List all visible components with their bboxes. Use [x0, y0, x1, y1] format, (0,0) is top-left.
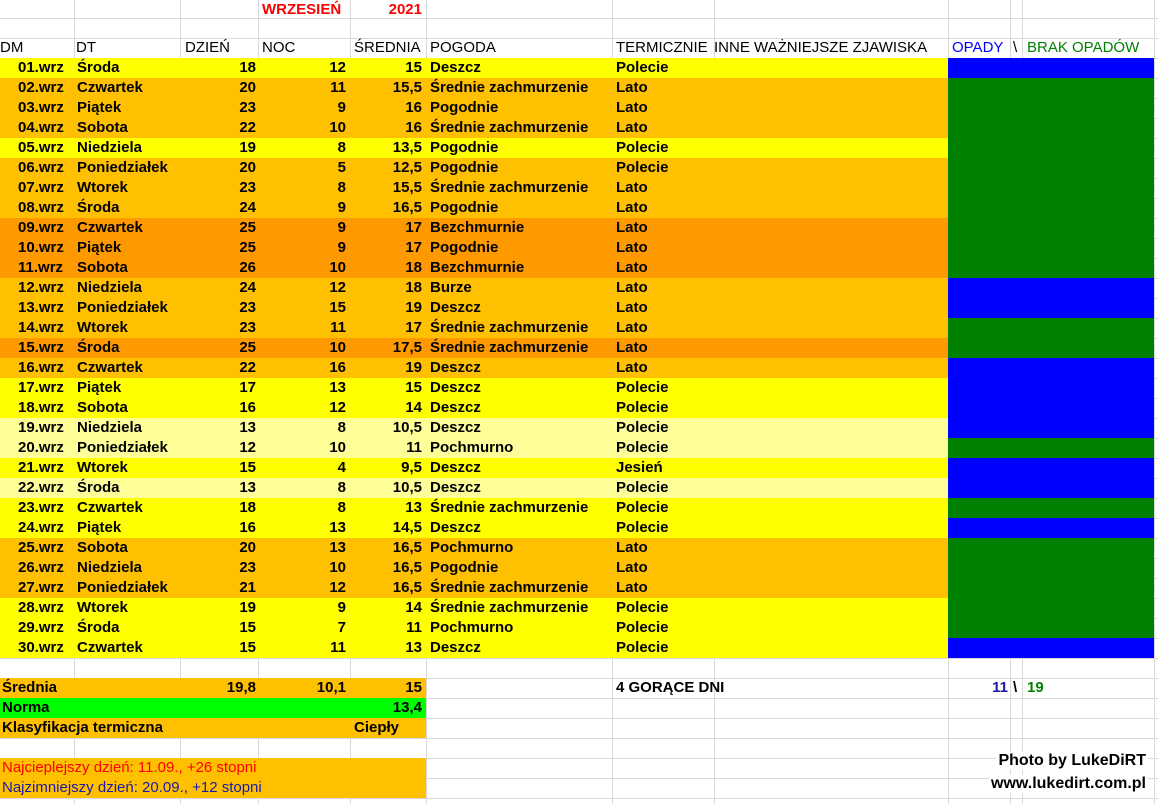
- klasyfikacja-label[interactable]: Klasyfikacja termiczna: [2, 719, 163, 736]
- cell-srednia[interactable]: 16: [405, 119, 422, 136]
- precip-cell[interactable]: [948, 178, 1154, 198]
- cell-termiczne[interactable]: Lato: [616, 119, 648, 136]
- precip-cell[interactable]: [948, 138, 1154, 158]
- cell-dm[interactable]: 14.wrz: [18, 319, 64, 336]
- cell-termiczne[interactable]: Lato: [616, 579, 648, 596]
- precip-cell[interactable]: [948, 618, 1154, 638]
- precip-cell[interactable]: [948, 458, 1154, 478]
- cell-dt[interactable]: Wtorek: [77, 179, 128, 196]
- cell-srednia[interactable]: 16: [405, 99, 422, 116]
- cell-termiczne[interactable]: Polecie: [616, 599, 669, 616]
- cell-srednia[interactable]: 13: [405, 639, 422, 656]
- cell-srednia[interactable]: 16,5: [392, 199, 422, 216]
- cell-dm[interactable]: 11.wrz: [18, 259, 64, 276]
- precip-cell[interactable]: [948, 218, 1154, 238]
- precip-cell[interactable]: [948, 278, 1154, 298]
- cell-dzien[interactable]: 25: [239, 239, 256, 256]
- cell-pogoda[interactable]: Pochmurno: [430, 619, 514, 636]
- cell-pogoda[interactable]: Pogodnie: [430, 139, 499, 156]
- cell-termiczne[interactable]: Polecie: [616, 379, 669, 396]
- cell-srednia[interactable]: 15,5: [392, 179, 422, 196]
- header-brak-opadow[interactable]: BRAK OPADÓW: [1027, 39, 1140, 56]
- cell-termiczne[interactable]: Lato: [616, 339, 648, 356]
- cell-pogoda[interactable]: Średnie zachmurzenie: [430, 499, 589, 516]
- cell-termiczne[interactable]: Lato: [616, 179, 648, 196]
- cell-termiczne[interactable]: Lato: [616, 319, 648, 336]
- cell-dzien[interactable]: 19: [239, 139, 256, 156]
- precip-cell[interactable]: [948, 318, 1154, 338]
- cell-dt[interactable]: Piątek: [77, 99, 122, 116]
- cell-dzien[interactable]: 25: [239, 339, 256, 356]
- cell-dm[interactable]: 13.wrz: [18, 299, 64, 316]
- cell-noc[interactable]: 13: [329, 379, 346, 396]
- cell-noc[interactable]: 13: [329, 539, 346, 556]
- precip-cell[interactable]: [948, 298, 1154, 318]
- cell-dt[interactable]: Czwartek: [77, 359, 143, 376]
- cell-dt[interactable]: Piątek: [77, 519, 122, 536]
- cell-dt[interactable]: Sobota: [77, 259, 128, 276]
- cell-dm[interactable]: 26.wrz: [18, 559, 64, 576]
- cell-pogoda[interactable]: Pogodnie: [430, 199, 499, 216]
- cell-dm[interactable]: 29.wrz: [18, 619, 64, 636]
- cell-termiczne[interactable]: Jesień: [616, 459, 663, 476]
- cell-termiczne[interactable]: Lato: [616, 219, 648, 236]
- cell-dm[interactable]: 28.wrz: [18, 599, 64, 616]
- precip-cell[interactable]: [948, 438, 1154, 458]
- cell-srednia[interactable]: 19: [405, 299, 422, 316]
- cell-noc[interactable]: 9: [337, 219, 346, 236]
- month-title[interactable]: WRZESIEŃ: [262, 1, 342, 18]
- header-opady[interactable]: OPADY: [952, 39, 1004, 56]
- header-termiczne[interactable]: TERMICZNIE: [616, 39, 708, 56]
- cell-dzien[interactable]: 13: [239, 479, 256, 496]
- cell-noc[interactable]: 11: [330, 639, 346, 656]
- cell-termiczne[interactable]: Lato: [616, 299, 648, 316]
- cell-dt[interactable]: Poniedziałek: [77, 159, 168, 176]
- cell-dm[interactable]: 07.wrz: [18, 179, 64, 196]
- cell-noc[interactable]: 10: [329, 259, 346, 276]
- norma-value[interactable]: 13,4: [392, 699, 422, 716]
- precip-cell[interactable]: [948, 338, 1154, 358]
- cell-noc[interactable]: 9: [337, 199, 346, 216]
- cell-srednia[interactable]: 17: [405, 239, 422, 256]
- precip-cell[interactable]: [948, 158, 1154, 178]
- cell-noc[interactable]: 7: [337, 619, 346, 636]
- cell-dzien[interactable]: 24: [239, 279, 256, 296]
- cell-pogoda[interactable]: Deszcz: [430, 639, 481, 656]
- precip-cell[interactable]: [948, 358, 1154, 378]
- cell-termiczne[interactable]: Polecie: [616, 159, 669, 176]
- cell-dzien[interactable]: 25: [239, 219, 256, 236]
- cell-dt[interactable]: Czwartek: [77, 79, 143, 96]
- cell-dm[interactable]: 17.wrz: [18, 379, 64, 396]
- cell-srednia[interactable]: 10,5: [392, 419, 422, 436]
- cell-noc[interactable]: 11: [330, 319, 346, 336]
- cell-dzien[interactable]: 23: [239, 319, 256, 336]
- cell-dzien[interactable]: 20: [239, 539, 256, 556]
- cell-srednia[interactable]: 9,5: [401, 459, 422, 476]
- cell-dzien[interactable]: 21: [239, 579, 256, 596]
- cell-pogoda[interactable]: Deszcz: [430, 459, 481, 476]
- cell-termiczne[interactable]: Polecie: [616, 399, 669, 416]
- cell-pogoda[interactable]: Bezchmurnie: [430, 219, 525, 236]
- cell-pogoda[interactable]: Pogodnie: [430, 99, 499, 116]
- cell-termiczne[interactable]: Polecie: [616, 519, 669, 536]
- cell-termiczne[interactable]: Lato: [616, 359, 648, 376]
- cell-pogoda[interactable]: Pogodnie: [430, 159, 499, 176]
- precip-cell[interactable]: [948, 398, 1154, 418]
- header-separator: \: [1013, 39, 1018, 56]
- cell-dt[interactable]: Niedziela: [77, 419, 143, 436]
- cell-noc[interactable]: 8: [337, 419, 346, 436]
- cell-srednia[interactable]: 10,5: [392, 479, 422, 496]
- cell-srednia[interactable]: 14: [405, 399, 422, 416]
- cell-termiczne[interactable]: Lato: [616, 279, 648, 296]
- cell-termiczne[interactable]: Polecie: [616, 619, 669, 636]
- cell-dt[interactable]: Wtorek: [77, 319, 128, 336]
- cell-termiczne[interactable]: Polecie: [616, 479, 669, 496]
- cell-dm[interactable]: 04.wrz: [18, 119, 64, 136]
- cell-srednia[interactable]: 16,5: [392, 539, 422, 556]
- cell-dm[interactable]: 15.wrz: [18, 339, 64, 356]
- norma-label[interactable]: Norma: [2, 699, 50, 716]
- website-credit: www.lukedirt.com.pl: [991, 775, 1146, 792]
- precip-cell[interactable]: [948, 58, 1154, 78]
- header-dt[interactable]: DT: [76, 39, 96, 56]
- cell-dzien[interactable]: 19: [239, 599, 256, 616]
- precip-cell[interactable]: [948, 538, 1154, 558]
- cell-dzien[interactable]: 15: [239, 459, 256, 476]
- cell-dm[interactable]: 30.wrz: [18, 639, 64, 656]
- cell-dm[interactable]: 01.wrz: [18, 59, 64, 76]
- cell-dt[interactable]: Poniedziałek: [77, 439, 168, 456]
- precip-cell[interactable]: [948, 258, 1154, 278]
- cell-dt[interactable]: Środa: [77, 339, 120, 356]
- cell-noc[interactable]: 8: [337, 139, 346, 156]
- cell-termiczne[interactable]: Lato: [616, 539, 648, 556]
- cell-termiczne[interactable]: Lato: [616, 259, 648, 276]
- cell-dzien[interactable]: 18: [239, 499, 256, 516]
- cell-srednia[interactable]: 14: [405, 599, 422, 616]
- cell-dt[interactable]: Wtorek: [77, 599, 128, 616]
- cell-srednia[interactable]: 15: [405, 379, 422, 396]
- cell-pogoda[interactable]: Średnie zachmurzenie: [430, 119, 589, 136]
- header-dm[interactable]: DM: [0, 39, 24, 56]
- cell-noc[interactable]: 12: [329, 279, 346, 296]
- cell-noc[interactable]: 9: [337, 599, 346, 616]
- cell-dt[interactable]: Niedziela: [77, 559, 143, 576]
- cell-noc[interactable]: 8: [337, 499, 346, 516]
- cell-dt[interactable]: Poniedziałek: [77, 579, 168, 596]
- precip-cell[interactable]: [948, 518, 1154, 538]
- cell-pogoda[interactable]: Pochmurno: [430, 439, 514, 456]
- cell-dm[interactable]: 03.wrz: [18, 99, 64, 116]
- cell-dzien[interactable]: 16: [239, 399, 256, 416]
- precip-cell[interactable]: [948, 498, 1154, 518]
- cell-srednia[interactable]: 15: [405, 59, 422, 76]
- cell-dm[interactable]: 21.wrz: [18, 459, 64, 476]
- cell-dm[interactable]: 25.wrz: [18, 539, 64, 556]
- cell-srednia[interactable]: 14,5: [392, 519, 422, 536]
- cell-pogoda[interactable]: Średnie zachmurzenie: [430, 579, 589, 596]
- cell-srednia[interactable]: 17: [405, 219, 422, 236]
- precip-cell[interactable]: [948, 98, 1154, 118]
- brak-count[interactable]: 19: [1027, 679, 1044, 696]
- srednia-dzien[interactable]: 19,8: [226, 679, 256, 696]
- cell-noc[interactable]: 15: [329, 299, 346, 316]
- cell-dzien[interactable]: 18: [239, 59, 256, 76]
- cell-srednia[interactable]: 19: [405, 359, 422, 376]
- cell-dm[interactable]: 19.wrz: [18, 419, 64, 436]
- cell-srednia[interactable]: 15,5: [392, 79, 422, 96]
- cell-noc[interactable]: 10: [329, 559, 346, 576]
- precip-cell[interactable]: [948, 78, 1154, 98]
- cell-dm[interactable]: 10.wrz: [18, 239, 64, 256]
- cell-dt[interactable]: Wtorek: [77, 459, 128, 476]
- cell-noc[interactable]: 10: [329, 339, 346, 356]
- cell-termiczne[interactable]: Lato: [616, 99, 648, 116]
- precip-cell[interactable]: [948, 238, 1154, 258]
- cell-dt[interactable]: Środa: [77, 199, 120, 216]
- cell-dzien[interactable]: 23: [239, 559, 256, 576]
- cell-pogoda[interactable]: Deszcz: [430, 419, 481, 436]
- header-dzien[interactable]: DZIEŃ: [185, 39, 230, 56]
- cell-noc[interactable]: 9: [337, 239, 346, 256]
- cell-dzien[interactable]: 23: [239, 99, 256, 116]
- cell-dm[interactable]: 02.wrz: [18, 79, 64, 96]
- cell-termiczne[interactable]: Polecie: [616, 639, 669, 656]
- warmest-day[interactable]: Najcieplejszy dzień: 11.09., +26 stopni: [2, 759, 257, 776]
- cell-pogoda[interactable]: Średnie zachmurzenie: [430, 599, 589, 616]
- cell-dt[interactable]: Czwartek: [77, 499, 143, 516]
- cell-noc[interactable]: 11: [330, 79, 346, 96]
- header-pogoda[interactable]: POGODA: [430, 39, 496, 56]
- srednia-noc[interactable]: 10,1: [316, 679, 346, 696]
- cell-pogoda[interactable]: Średnie zachmurzenie: [430, 319, 589, 336]
- cell-dt[interactable]: Sobota: [77, 399, 128, 416]
- cell-pogoda[interactable]: Średnie zachmurzenie: [430, 339, 589, 356]
- photo-credit: Photo by LukeDiRT: [998, 752, 1146, 769]
- cell-pogoda[interactable]: Bezchmurnie: [430, 259, 525, 276]
- cell-pogoda[interactable]: Średnie zachmurzenie: [430, 79, 589, 96]
- cell-dm[interactable]: 22.wrz: [18, 479, 64, 496]
- cell-pogoda[interactable]: Deszcz: [430, 519, 481, 536]
- precip-cell[interactable]: [948, 478, 1154, 498]
- precip-cell[interactable]: [948, 198, 1154, 218]
- cell-noc[interactable]: 12: [329, 59, 346, 76]
- cell-dt[interactable]: Środa: [77, 59, 120, 76]
- cell-dm[interactable]: 05.wrz: [18, 139, 64, 156]
- cell-srednia[interactable]: 11: [406, 439, 422, 456]
- cell-dt[interactable]: Środa: [77, 479, 120, 496]
- cell-dzien[interactable]: 15: [239, 619, 256, 636]
- cell-dt[interactable]: Poniedziałek: [77, 299, 168, 316]
- cell-termiczne[interactable]: Lato: [616, 559, 648, 576]
- cell-pogoda[interactable]: Burze: [430, 279, 472, 296]
- precip-cell[interactable]: [948, 598, 1154, 618]
- cell-dzien[interactable]: 26: [239, 259, 256, 276]
- cell-noc[interactable]: 4: [337, 459, 346, 476]
- cell-dt[interactable]: Czwartek: [77, 219, 143, 236]
- cell-pogoda[interactable]: Pogodnie: [430, 559, 499, 576]
- cell-termiczne[interactable]: Lato: [616, 239, 648, 256]
- cell-dzien[interactable]: 22: [239, 119, 256, 136]
- precip-cell[interactable]: [948, 558, 1154, 578]
- cell-dm[interactable]: 18.wrz: [18, 399, 64, 416]
- klasyfikacja-value[interactable]: Ciepły: [354, 719, 400, 736]
- cell-srednia[interactable]: 17: [405, 319, 422, 336]
- cell-dm[interactable]: 27.wrz: [18, 579, 64, 596]
- cell-noc[interactable]: 10: [329, 439, 346, 456]
- cell-dzien[interactable]: 23: [239, 299, 256, 316]
- cell-dt[interactable]: Sobota: [77, 539, 128, 556]
- cell-dt[interactable]: Piątek: [77, 379, 122, 396]
- cell-termiczne[interactable]: Polecie: [616, 59, 669, 76]
- cell-noc[interactable]: 9: [337, 99, 346, 116]
- cell-dt[interactable]: Sobota: [77, 119, 128, 136]
- cell-srednia[interactable]: 16,5: [392, 579, 422, 596]
- cell-dt[interactable]: Niedziela: [77, 279, 143, 296]
- cell-dzien[interactable]: 22: [239, 359, 256, 376]
- cell-noc[interactable]: 12: [329, 399, 346, 416]
- cell-pogoda[interactable]: Deszcz: [430, 59, 481, 76]
- cell-termiczne[interactable]: Lato: [616, 79, 648, 96]
- cell-srednia[interactable]: 18: [405, 259, 422, 276]
- cell-dzien[interactable]: 20: [239, 159, 256, 176]
- cell-dzien[interactable]: 13: [239, 419, 256, 436]
- cell-termiczne[interactable]: Polecie: [616, 139, 669, 156]
- cell-dzien[interactable]: 16: [239, 519, 256, 536]
- cell-noc[interactable]: 12: [329, 579, 346, 596]
- header-srednia[interactable]: ŚREDNIA: [354, 39, 421, 56]
- cell-dm[interactable]: 08.wrz: [18, 199, 64, 216]
- precip-cell[interactable]: [948, 578, 1154, 598]
- cell-pogoda[interactable]: Deszcz: [430, 379, 481, 396]
- cell-dm[interactable]: 06.wrz: [18, 159, 64, 176]
- coldest-day[interactable]: Najzimniejszy dzień: 20.09., +12 stopni: [2, 779, 262, 796]
- cell-pogoda[interactable]: Deszcz: [430, 359, 481, 376]
- cell-dt[interactable]: Czwartek: [77, 639, 143, 656]
- cell-dt[interactable]: Niedziela: [77, 139, 143, 156]
- cell-dzien[interactable]: 20: [239, 79, 256, 96]
- cell-noc[interactable]: 5: [337, 159, 346, 176]
- cell-pogoda[interactable]: Pogodnie: [430, 239, 499, 256]
- cell-dm[interactable]: 23.wrz: [18, 499, 64, 516]
- cell-dm[interactable]: 12.wrz: [18, 279, 64, 296]
- cell-dm[interactable]: 16.wrz: [18, 359, 64, 376]
- cell-srednia[interactable]: 18: [405, 279, 422, 296]
- cell-dm[interactable]: 24.wrz: [18, 519, 64, 536]
- cell-srednia[interactable]: 13,5: [392, 139, 422, 156]
- header-inne[interactable]: INNE WAŻNIEJSZE ZJAWISKA: [714, 39, 928, 56]
- cell-noc[interactable]: 8: [337, 479, 346, 496]
- cell-srednia[interactable]: 17,5: [392, 339, 422, 356]
- hot-days[interactable]: 4 GORĄCE DNI: [616, 679, 725, 696]
- srednia-label[interactable]: Średnia: [2, 679, 58, 696]
- precip-cell[interactable]: [948, 638, 1154, 658]
- cell-dt[interactable]: Środa: [77, 619, 120, 636]
- cell-noc[interactable]: 8: [337, 179, 346, 196]
- cell-termiczne[interactable]: Polecie: [616, 419, 669, 436]
- cell-srednia[interactable]: 11: [406, 619, 422, 636]
- cell-dzien[interactable]: 17: [239, 379, 256, 396]
- cell-termiczne[interactable]: Lato: [616, 199, 648, 216]
- cell-termiczne[interactable]: Polecie: [616, 439, 669, 456]
- cell-pogoda[interactable]: Deszcz: [430, 479, 481, 496]
- cell-dm[interactable]: 20.wrz: [18, 439, 64, 456]
- cell-dzien[interactable]: 24: [239, 199, 256, 216]
- cell-srednia[interactable]: 13: [405, 499, 422, 516]
- cell-pogoda[interactable]: Średnie zachmurzenie: [430, 179, 589, 196]
- cell-pogoda[interactable]: Deszcz: [430, 399, 481, 416]
- header-noc[interactable]: NOC: [262, 39, 296, 56]
- cell-pogoda[interactable]: Deszcz: [430, 299, 481, 316]
- srednia-sr[interactable]: 15: [405, 679, 422, 696]
- cell-dm[interactable]: 09.wrz: [18, 219, 64, 236]
- cell-dt[interactable]: Piątek: [77, 239, 122, 256]
- count-separator: \: [1013, 679, 1018, 696]
- cell-srednia[interactable]: 12,5: [392, 159, 422, 176]
- opady-count[interactable]: 11: [992, 679, 1008, 696]
- cell-noc[interactable]: 10: [329, 119, 346, 136]
- cell-dzien[interactable]: 12: [239, 439, 256, 456]
- cell-dzien[interactable]: 23: [239, 179, 256, 196]
- cell-termiczne[interactable]: Polecie: [616, 499, 669, 516]
- precip-cell[interactable]: [948, 118, 1154, 138]
- cell-noc[interactable]: 13: [329, 519, 346, 536]
- precip-cell[interactable]: [948, 418, 1154, 438]
- cell-dzien[interactable]: 15: [239, 639, 256, 656]
- cell-pogoda[interactable]: Pochmurno: [430, 539, 514, 556]
- precip-cell[interactable]: [948, 378, 1154, 398]
- year-title[interactable]: 2021: [388, 1, 422, 18]
- cell-noc[interactable]: 16: [329, 359, 346, 376]
- cell-srednia[interactable]: 16,5: [392, 559, 422, 576]
